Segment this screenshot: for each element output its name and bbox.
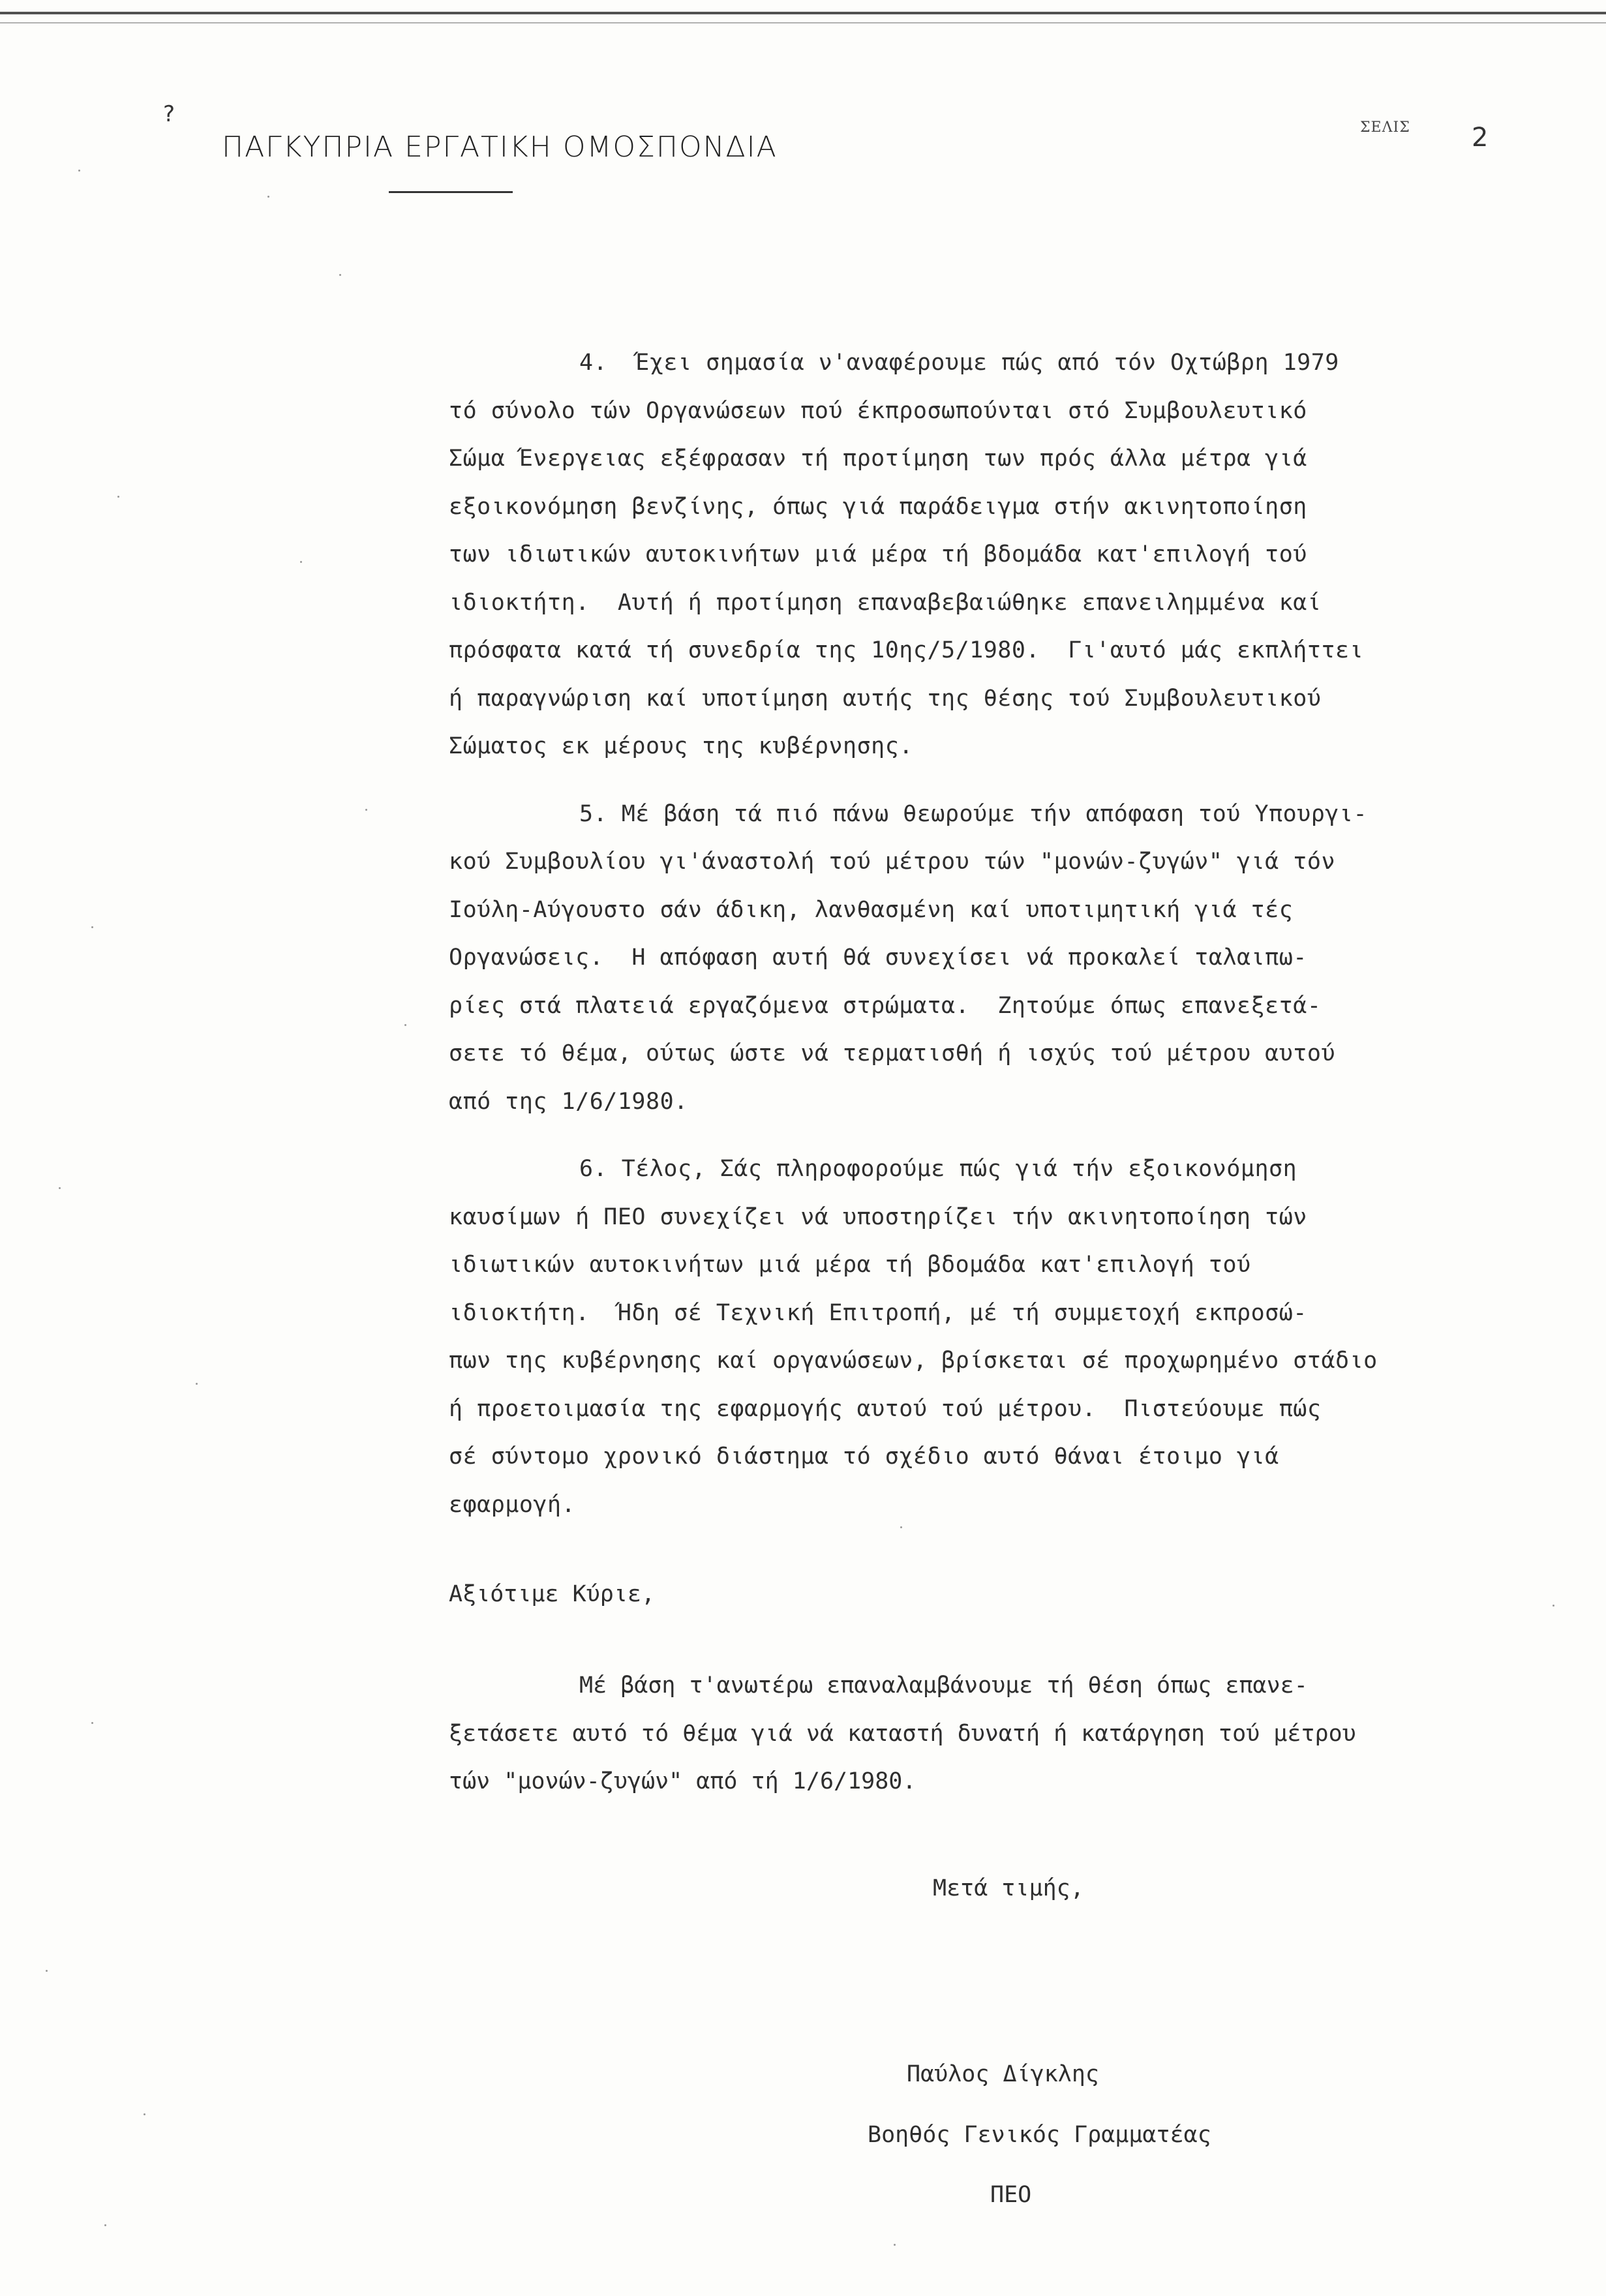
- scan-speck: [339, 274, 341, 276]
- paragraph-line: πρόσφατα κατά τή συνεδρία της 10ης/5/1980. Γι'αυτό μάς εκπλήττει: [449, 637, 1364, 663]
- scan-speck: [300, 561, 302, 563]
- paragraph-line: ρίες στά πλατειά εργαζόμενα στρώματα. Ζητούμε όπως επανεξετά-: [449, 992, 1322, 1019]
- paragraph-line: πων της κυβέρνησης καί οργανώσεων, βρίσκεται σέ προχωρημένο στάδιο: [449, 1348, 1378, 1374]
- scan-speck: [144, 2113, 145, 2115]
- page-label: ΣΕΛΙΣ: [1360, 119, 1410, 136]
- paragraph-line: Σώματος εκ μέρους της κυβέρνησης.: [449, 733, 913, 759]
- paragraph-line: Μέ βάση τ'ανωτέρω επαναλαμβάνουμε τή θέση όπως επανε-: [579, 1672, 1308, 1699]
- paragraph-line: 5. Μέ βάση τά πιό πάνω θεωρούμε τήν απόφαση τού Υπουργι-: [579, 800, 1368, 827]
- scan-speck: [117, 496, 119, 498]
- complimentary-close: Μετά τιμής,: [933, 1875, 1084, 1901]
- scan-speck: [78, 170, 80, 172]
- closing-paragraph: [449, 1662, 1558, 1806]
- paragraph-line: 4. Έχει σημασία ν'αναφέρουμε πώς από τόν Οχτώβρη 1979: [579, 350, 1339, 376]
- paragraph-line: σετε τό θέμα, ούτως ώστε νά τερματισθή ή ισχύς τού μέτρου αυτού: [449, 1040, 1336, 1066]
- paragraph-line: σέ σύντομο χρονικό διάστημα τό σχέδιο αυτό θάναι έτοιμο γιά: [449, 1443, 1279, 1470]
- paragraph-line: ή παραγνώριση καί υποτίμηση αυτής της θέσης τού Συμβουλευτικού: [449, 685, 1322, 712]
- paragraph-line: ιδιοκτήτη. Αυτή ή προτίμηση επαναβεβαιώθηκε επανειλημμένα καί: [449, 589, 1322, 616]
- paragraph-line: Ιούλη-Αύγουστο σάν άδικη, λανθασμένη καί υποτιμητική γιά τές: [449, 896, 1294, 923]
- scan-speck: [900, 1526, 902, 1528]
- paragraph-6: [449, 1145, 1558, 1529]
- scan-speck: [365, 809, 367, 811]
- paragraph-line: τό σύνολο τών Οργανώσεων πού έκπροσωπούνται στό Συμβουλευτικό: [449, 397, 1307, 424]
- scan-speck: [267, 196, 269, 198]
- scan-speck: [91, 1722, 93, 1724]
- paragraph-line: καυσίμων ή ΠΕΟ συνεχίζει νά υποστηρίζει τήν ακινητοποίηση τών: [449, 1203, 1307, 1230]
- scan-speck: [46, 1970, 48, 1972]
- letter-body: [449, 339, 1558, 1529]
- paragraph-line: 6. Τέλος, Σάς πληροφορούμε πώς γιά τήν εξοικονόμηση: [579, 1156, 1297, 1182]
- salutation: Αξιότιμε Κύριε,: [449, 1581, 656, 1607]
- signatory-title: Βοηθός Γενικός Γραμματέας: [868, 2122, 1211, 2148]
- paragraph-line: από της 1/6/1980.: [449, 1088, 688, 1115]
- paragraph-5: [449, 791, 1558, 1126]
- paragraph-line: ή προετοιμασία της εφαρμογής αυτού τού μέτρου. Πιστεύουμε πώς: [449, 1395, 1322, 1422]
- paragraph-line: Οργανώσεις. Η απόφαση αυτή θά συνεχίσει νά προκαλεί ταλαιπω-: [449, 944, 1307, 971]
- scan-speck: [404, 1024, 406, 1026]
- letterhead-underline: [389, 191, 513, 193]
- paragraph-line: εξοικονόμηση βενζίνης, όπως γιά παράδειγμα στήν ακινητοποίηση: [449, 493, 1307, 520]
- scan-speck: [91, 926, 93, 928]
- letterhead-title: ΠΑΓΚΥΠΡΙΑ ΕΡΓΑΤΙΚΗ ΟΜΟΣΠΟΝΔΙΑ: [222, 130, 778, 164]
- paragraph-line: Σώμα Ένεργειας εξέφρασαν τή προτίμηση των πρός άλλα μέτρα γιά: [449, 446, 1307, 472]
- paragraph-line: ιδιωτικών αυτοκινήτων μιά μέρα τή βδομάδα κατ'επιλογή τού: [449, 1252, 1251, 1278]
- scan-speck: [59, 1187, 61, 1189]
- page-number: 2: [1472, 123, 1489, 153]
- top-edge-rule-secondary: [0, 22, 1606, 23]
- scan-speck: [894, 2244, 896, 2246]
- paragraph-line: τών "μονών-ζυγών" από τή 1/6/1980.: [449, 1768, 917, 1794]
- paragraph-line: ξετάσετε αυτό τό θέμα γιά νά καταστή δυνατή ή κατάργηση τού μέτρου: [449, 1720, 1356, 1747]
- signatory-name: Παύλος Δίγκλης: [907, 2061, 1100, 2087]
- scan-speck: [1553, 1605, 1554, 1607]
- signatory-organization: ΠΕΟ: [990, 2182, 1032, 2208]
- paragraph-line: εφαρμογή.: [449, 1491, 576, 1518]
- scan-speck: [104, 2224, 106, 2226]
- paragraph-line: των ιδιωτικών αυτοκινήτων μιά μέρα τή βδομάδα κατ'επιλογή τού: [449, 541, 1307, 567]
- paragraph-line: κού Συμβουλίου γι'άναστολή τού μέτρου τών "μονών-ζυγών" γιά τόν: [449, 849, 1336, 875]
- top-edge-rule: [0, 12, 1606, 14]
- margin-mark: ?: [163, 101, 175, 127]
- paragraph-line: ιδιοκτήτη. Ήδη σέ Τεχνική Επιτροπή, μέ τή συμμετοχή εκπροσώ-: [449, 1299, 1307, 1326]
- scan-speck: [196, 1383, 198, 1385]
- paragraph-4: [449, 339, 1558, 771]
